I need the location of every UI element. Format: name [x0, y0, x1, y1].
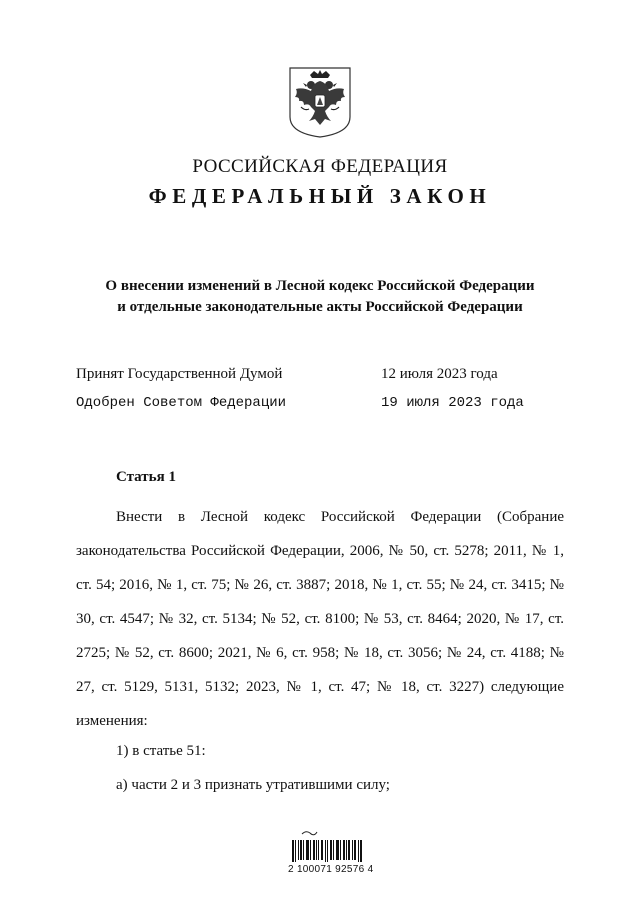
list-item-1a: а) части 2 и 3 признать утратившими силу; — [116, 777, 390, 793]
article-paragraph: Внести в Лесной кодекс Российской Федерации (Собрание законодательства Российской Федерации, 2006, № 50, ст. 5278; 2011, № 1, ст. 54; 2016, № 1, ст. 75; № 26, ст. 3887; 2018, № 1, ст. 55; № 24, ст. 3415; № 30, ст. 4547; № 32, ст. 5134; № 52, ст. 8100; № 53, ст. 8464; 2020, № 17, ст. 2725; № 52, ст. 8600; 2021, № 6, ст. 958; № 18, ст. 3056; № 24, ст. 4188; № 27, ст. 5129, 5131, 5132; 2023, № 1, ст. 47; № 18, ст. 3227) следующие изменения: — [76, 509, 564, 729]
law-subject — [0, 276, 640, 318]
coat-of-arms-emblem — [287, 65, 353, 139]
adopted-by-duma-label: Принят Государственной Думой — [76, 366, 283, 382]
article-heading: Статья 1 — [116, 469, 176, 485]
double-headed-eagle-icon — [287, 65, 353, 139]
approved-by-council-label: Одобрен Советом Федерации — [76, 395, 287, 411]
law-subject-line-2: и отдельные законодательные акты Российской Федерации — [117, 299, 523, 315]
law-subject-line-1: О внесении изменений в Лесной кодекс Российской Федерации — [105, 278, 535, 294]
barcode — [290, 828, 366, 894]
country-name: РОССИЙСКАЯ ФЕДЕРАЦИЯ — [192, 156, 448, 177]
barcode-number: 2 100071 92576 4 — [288, 864, 374, 875]
list-item-1: 1) в статье 51: — [116, 743, 206, 759]
adopted-by-duma-date: 12 июля 2023 года — [381, 366, 498, 382]
approved-by-council-date: 19 июля 2023 года — [381, 395, 524, 411]
barcode-icon — [290, 828, 366, 864]
document-type-title: ФЕДЕРАЛЬНЫЙ ЗАКОН — [148, 184, 492, 208]
article-body — [76, 500, 564, 738]
